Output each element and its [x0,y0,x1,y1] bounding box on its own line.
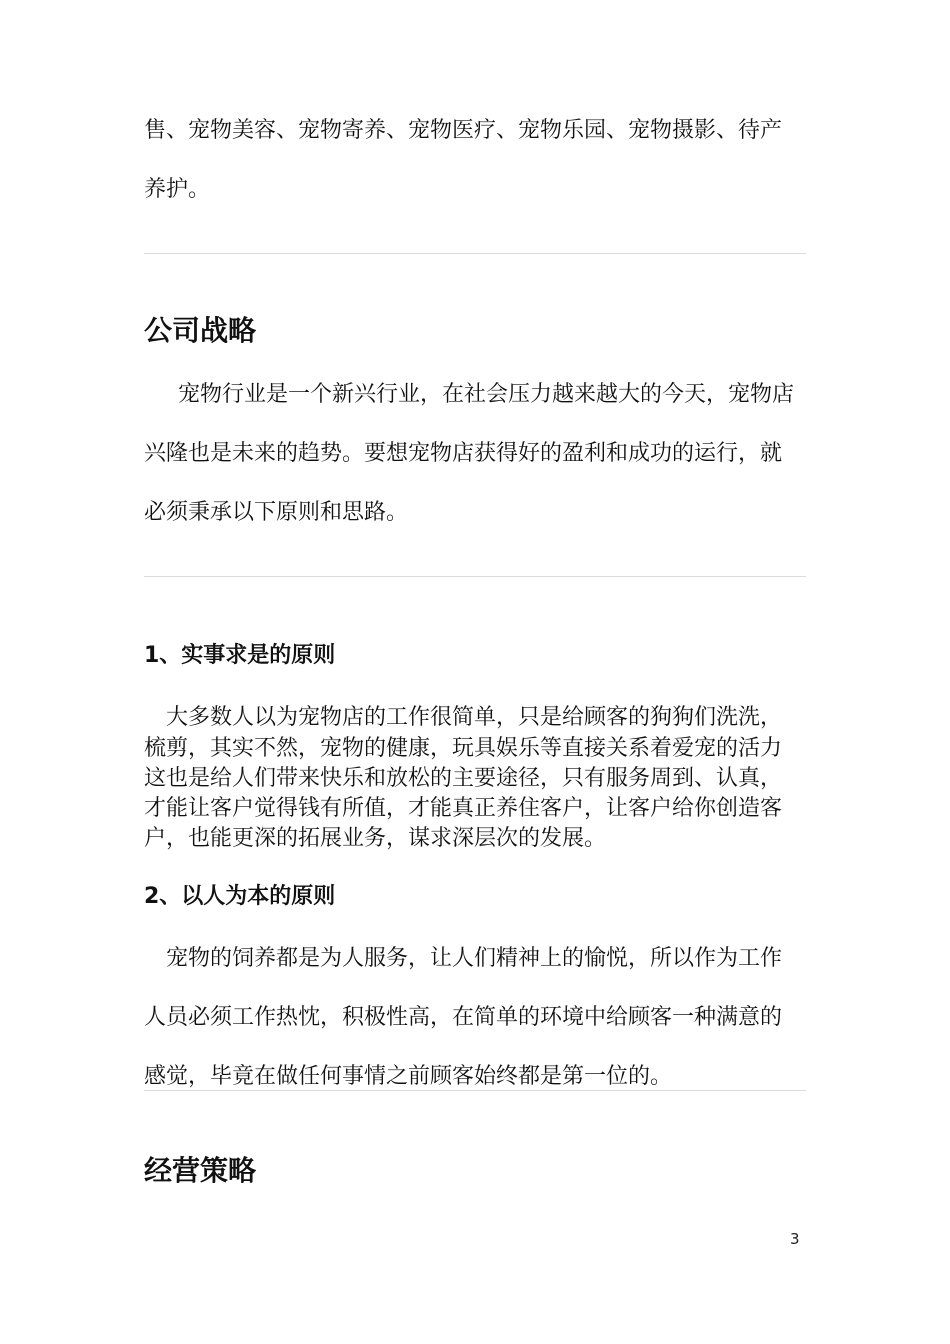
principle-heading-1: 1、实事求是的原则 [144,643,336,668]
page-number: 3 [790,1230,800,1248]
section-heading-strategy: 公司战略 [144,314,257,347]
strategy-line-1: 宠物行业是一个新兴行业，在社会压力越来越大的今天，宠物店 [178,382,795,407]
principle1-line-1: 大多数人以为宠物店的工作很简单，只是给顾客的狗狗们洗洗， [166,705,783,730]
principle-heading-2: 2、以人为本的原则 [144,884,336,909]
strategy-line-2: 兴隆也是未来的趋势。要想宠物店获得好的盈利和成功的运行，就 [144,441,783,466]
section-divider [144,576,806,577]
section-heading-operations: 经营策略 [144,1154,257,1187]
principle1-line-3: 这也是给人们带来快乐和放松的主要途径，只有服务周到、认真， [144,766,783,791]
intro-line-1: 售、宠物美容、宠物寄养、宠物医疗、宠物乐园、宠物摄影、待产 [144,118,783,143]
principle2-line-3: 感觉，毕竟在做任何事情之前顾客始终都是第一位的。 [144,1064,673,1089]
principle1-line-5: 户，也能更深的拓展业务，谋求深层次的发展。 [144,826,607,851]
principle1-line-4: 才能让客户觉得钱有所值，才能真正养住客户，让客户给你创造客 [144,796,783,821]
section-divider [144,1090,806,1091]
section-divider [144,253,806,254]
principle2-line-2: 人员必须工作热忱，积极性高，在简单的环境中给顾客一种满意的 [144,1005,783,1030]
strategy-line-3: 必须秉承以下原则和思路。 [144,500,409,525]
intro-line-2: 养护。 [144,177,211,202]
principle2-line-1: 宠物的饲养都是为人服务，让人们精神上的愉悦，所以作为工作 [166,946,783,971]
principle1-line-2: 梳剪，其实不然，宠物的健康，玩具娱乐等直接关系着爱宠的活力 [144,736,783,761]
